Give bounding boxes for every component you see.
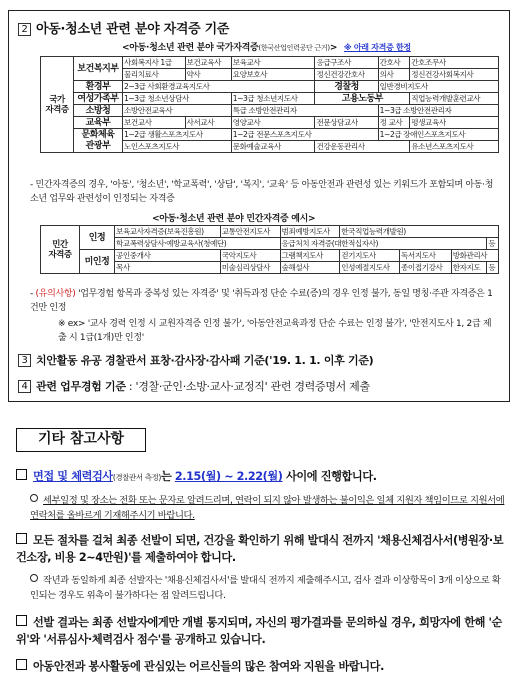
- cert-cell: 한자지도: [451, 262, 487, 274]
- square-bullet-icon: [16, 469, 27, 480]
- national-note: (한국산업인력공단 근거): [258, 44, 330, 52]
- ministry-cell: 여성가족부: [74, 93, 123, 105]
- cert-cell: 종이접기강사: [400, 262, 452, 274]
- bullet-results: [16, 614, 510, 648]
- sub-interview-text: 세부일정 및 장소는 전화 또는 문자로 알려드리며, 연락이 되지 않아 발생하는 불이익은 일체 지원자 책임이므로 지원서에 연락처를 올바르게 기재해주시기 바랍니다.: [30, 495, 505, 521]
- uncertified-label: 미인정: [80, 250, 115, 274]
- national-cert-table: [40, 56, 499, 153]
- square-bullet-icon: [16, 615, 27, 626]
- cert-cell: 미술심리상담사: [220, 262, 280, 274]
- cert-cell: 간호조무사: [410, 57, 499, 69]
- cert-cell: 1~3급 청소년상담사: [123, 93, 232, 105]
- private-cert-description: - 민간자격증의 경우, '아동', '청소년', '학교폭력', '상담', '복지', '교육' 등 아동안전과 관련성 있는 키워드가 포함되며 아동·청소년 업무와 관련성이 인정되는 자격증: [30, 180, 494, 204]
- cert-cell: 보건교육사: [185, 57, 231, 69]
- cert-cell: 정 교사: [378, 117, 410, 129]
- caution-example: ※ ex> '교사 경력 인정 시 교원자격증 인정 불가', '아동안전교육과정 단순 수료는 인정 불가', '안전지도사 1, 2급 제출 시 1급(1개)만 인정': [58, 319, 492, 343]
- ministry-cell: 경찰청: [315, 81, 378, 93]
- cert-cell: 국악지도사: [220, 250, 280, 262]
- cert-cell: 영양교사: [231, 117, 315, 129]
- national-cert-heading: [122, 40, 411, 53]
- cert-cell: 2~3급 사회환경교육지도사: [123, 81, 315, 93]
- cert-cell: 그램책지도사: [280, 250, 340, 262]
- private-category: 민간 자격증: [41, 226, 80, 274]
- bullet-interview: [16, 468, 510, 486]
- ministry-cell: 교육부: [74, 117, 123, 129]
- cert-cell: 한국직업능력개발원): [340, 226, 499, 238]
- section-heading-text: 아동·청소년 관련 분야 자격증 기준: [36, 22, 230, 37]
- private-cert-heading: <아동·청소년 관련 분야 민간자격증 예시>: [152, 214, 316, 224]
- cert-cell: 의사: [378, 69, 410, 81]
- item-number-box: 2: [18, 23, 31, 36]
- cert-cell: 독서지도사: [400, 250, 452, 262]
- cert-cell: 보육교사: [231, 57, 315, 69]
- national-category: 국가 자격증: [41, 57, 74, 153]
- cert-cell: 건강운동관리사: [315, 141, 410, 153]
- reference-section-title: 기타 참고사항: [16, 428, 146, 452]
- item-number-box: 4: [18, 380, 31, 393]
- ministry-cell: 환경부: [74, 81, 123, 93]
- cert-cell: 방화관리사: [451, 250, 498, 262]
- ministry-cell: 문화체육 관광부: [74, 129, 123, 153]
- cert-cell: 공인중개사: [115, 250, 221, 262]
- private-cert-table: [40, 225, 499, 274]
- cert-cell: 응급구조사: [315, 57, 378, 69]
- certified-label: 인정: [80, 226, 115, 250]
- cert-cell: 응급처치 자격증(대한적십자사): [280, 238, 487, 250]
- ministry-cell: 소방청: [74, 105, 123, 117]
- national-close: >: [329, 43, 338, 53]
- cert-cell: 1~2급 생활스포츠지도사: [123, 129, 232, 141]
- cert-cell: 1~2급 장애인스포츠지도사: [378, 129, 498, 141]
- circle-bullet-icon: [30, 494, 38, 502]
- interview-date: 2.15(월) ~ 2.22(월): [174, 470, 283, 483]
- ministry-cell: 보건복지부: [74, 57, 123, 81]
- cert-cell: 숲해설사: [280, 262, 340, 274]
- sub-interview: [30, 493, 508, 523]
- item-4: [18, 378, 370, 394]
- item-4-text: : '경찰·군인·소방·교사·교정직' 관련 경력증명서 제출: [125, 380, 370, 393]
- cert-cell: 목사: [115, 262, 221, 274]
- cert-cell: 특급 소방안전관리자: [231, 105, 378, 117]
- square-bullet-icon: [16, 659, 27, 670]
- cert-cell: 정신건강간호사: [315, 69, 378, 81]
- cert-cell: 물리치료사: [123, 69, 186, 81]
- caution-label: (유의사항): [35, 289, 76, 299]
- cert-cell: 평생교육사: [410, 117, 499, 129]
- national-limit-link[interactable]: ※ 아래 자격증 한정: [343, 43, 411, 52]
- cert-cell: 학교폭력상담사·예방교육사(청예단): [115, 238, 281, 250]
- cert-cell: 일반경비지도사: [378, 81, 498, 93]
- interview-note: (경찰관서 측정): [112, 473, 161, 482]
- cert-cell: 유소년스포츠지도사: [410, 141, 499, 153]
- cert-cell: 범죄예방지도사: [280, 226, 340, 238]
- ministry-cell: 고용노동부: [315, 93, 410, 105]
- cert-cell: 약사: [185, 69, 231, 81]
- cert-cell: 전문상담교사: [315, 117, 378, 129]
- cert-cell: 사서교사: [185, 117, 231, 129]
- cert-cell: 인성예절지도사: [340, 262, 400, 274]
- circle-bullet-icon: [30, 574, 38, 582]
- cert-cell: 정신건강사회복지사: [410, 69, 499, 81]
- cert-cell: 사회복지사 1급: [123, 57, 186, 69]
- caution-note: - (유의사항) '업무경험 항목과 중복성 있는 자격증' 및 '취득과정 단순 수료(증)의 경우 인정 불가, 동일 명칭·주관 자격증은 1건만 인정: [30, 289, 493, 313]
- caution-text: '업무경험 항목과 중복성 있는 자격증' 및 '취득과정 단순 수료(증)의 경우 인정 불가, 동일 명칭·주관 자격증은 1건만 인정: [30, 289, 493, 313]
- item-3-text: 치안활동 유공 경찰관서 표창·감사장·감사패 기준('19. 1. 1. 이후 기준): [36, 354, 374, 367]
- national-title: <아동·청소년 관련 분야 국가자격증: [122, 43, 259, 53]
- interview-text-b: 사이에 진행합니다.: [282, 470, 377, 483]
- bullet-closing: [16, 658, 510, 675]
- section-heading: [18, 18, 229, 37]
- results-text: 선발 결과는 최종 선발자에게만 개별 통지되며, 자신의 평가결과를 문의하실 경우, 희망자에 한해 '순위'와 '서류심사·체력검사 점수'를 공개하고 있습니다.: [16, 616, 502, 646]
- cert-cell: 1~3급 청소년지도사: [231, 93, 315, 105]
- closing-text: 아동안전과 봉사활동에 관심있는 어르신들의 많은 참여와 지원을 바랍니다.: [33, 660, 384, 673]
- item-3: [18, 352, 373, 368]
- sub-health-check: [30, 573, 508, 603]
- square-bullet-icon: [16, 533, 27, 544]
- cert-cell: 직업능력개발훈련교사: [410, 93, 499, 105]
- cert-cell: 간호사: [378, 57, 410, 69]
- cert-cell: 1~3급 소방안전관리자: [378, 105, 498, 117]
- cert-cell: 등: [487, 238, 499, 250]
- cert-cell: 교통안전지도사: [220, 226, 280, 238]
- cert-cell: 소방안전교육사: [123, 105, 232, 117]
- interview-text-a: 는: [160, 470, 175, 483]
- bullet-health-check: [16, 532, 510, 566]
- cert-cell: 등: [487, 262, 499, 274]
- cert-cell: 1~2급 전문스포츠지도사: [231, 129, 378, 141]
- cert-cell: 노인스포츠지도사: [123, 141, 232, 153]
- interview-label: 면접 및 체력검사: [33, 470, 113, 483]
- cert-cell: 보육교사자격증(보육진흥원): [115, 226, 221, 238]
- cert-cell: 요양보호사: [231, 69, 315, 81]
- item-4-label: 관련 업무경험 기준: [36, 380, 126, 393]
- health-check-text: 모든 절차를 걸쳐 최종 선발이 되면, 건강을 확인하기 위해 발대식 전까지 '채용신체검사서(병원장·보건소장, 비용 2~4만원)'를 제출하여야 합니다.: [16, 534, 504, 564]
- cert-cell: 보건교사: [123, 117, 186, 129]
- cert-cell: 걷기지도사: [340, 250, 400, 262]
- cert-cell: 문화예술교육사: [231, 141, 315, 153]
- item-number-box: 3: [18, 354, 31, 367]
- sub-health-check-text: 작년과 동일하게 최종 선발자는 '채용신체검사서'를 발대식 전까지 제출해주시고, 검사 결과 이상항목이 3개 이상으로 확인되는 경우도 위촉이 불가하다는 점 알려드립니다.: [30, 575, 501, 601]
